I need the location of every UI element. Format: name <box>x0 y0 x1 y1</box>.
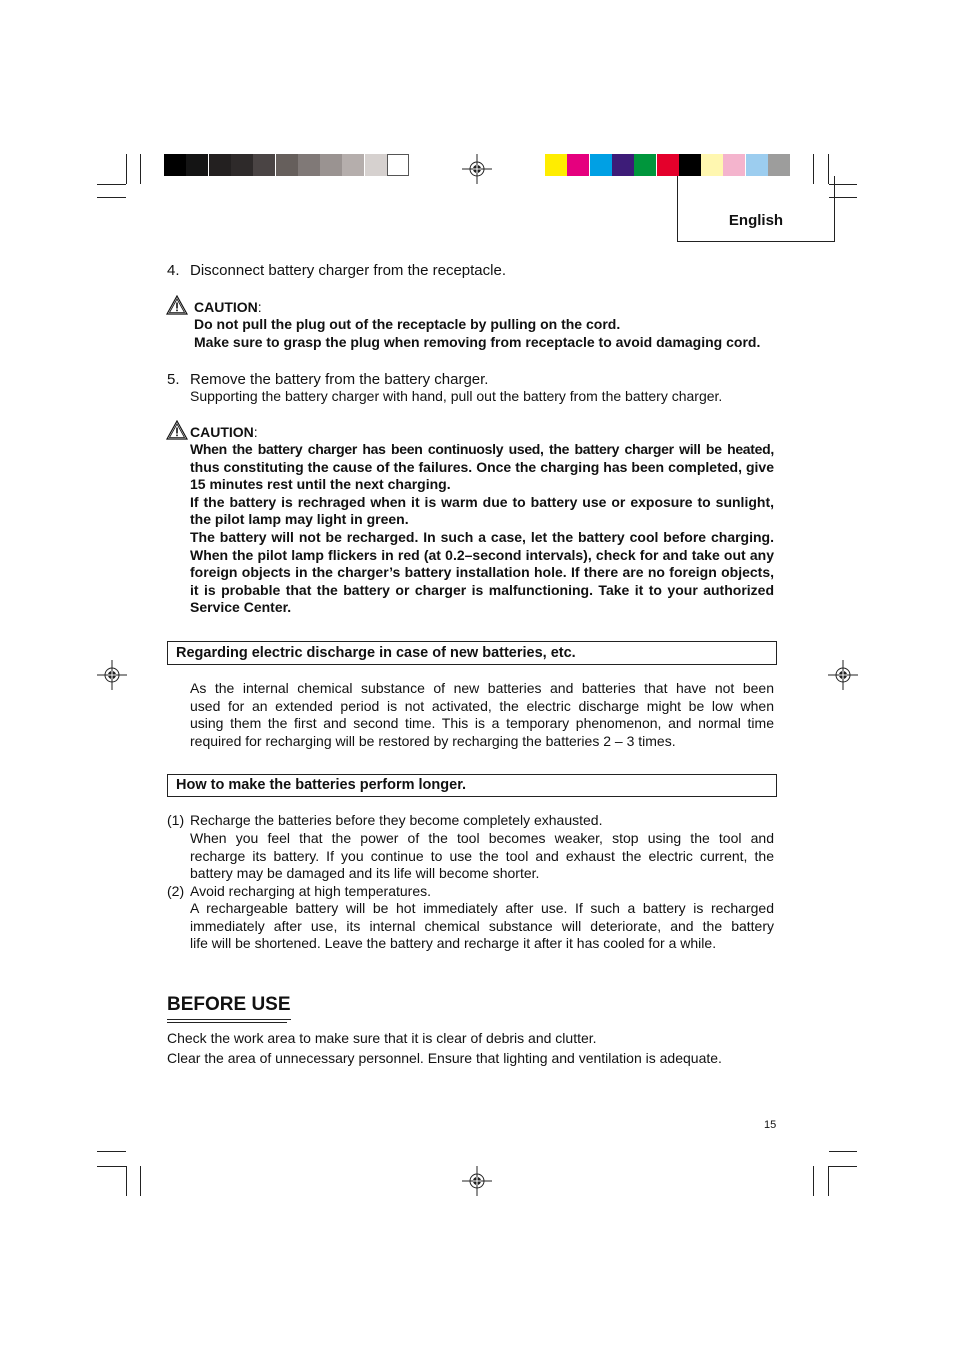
warning-triangle-icon <box>166 295 188 315</box>
language-tab-label: English <box>728 212 784 229</box>
longer-item-2-line: life will be shortened. Leave the battery and recharge it after it has cooled for a while. <box>190 935 717 952</box>
discharge-line: using them the first and second time. This is a temporary phenomenon, and normal time <box>190 715 774 732</box>
before-use-heading: BEFORE USE <box>167 994 291 1020</box>
registration-mark-top-icon <box>462 154 492 184</box>
longer-item-1-title: Recharge the batteries before they become completely exhausted. <box>190 812 603 828</box>
longer-item-1-line: recharge its battery. If you continue to use the tool and exhaust the electric current, the <box>190 847 774 864</box>
step-4-number: 4. <box>167 262 180 279</box>
process-swatch <box>723 154 745 176</box>
process-swatch <box>567 154 589 176</box>
process-swatch <box>701 154 723 176</box>
before-use-heading-underline <box>167 1022 287 1023</box>
caution-2-line: If the battery is rechraged when it is warm due to battery use or exposure to sunlight, <box>190 493 774 510</box>
registration-mark-right-icon <box>828 660 858 690</box>
process-swatch <box>657 154 679 176</box>
caution-1-line: Make sure to grasp the plug when removing from receptacle to avoid damaging cord. <box>194 333 761 350</box>
grayscale-swatch <box>164 154 186 176</box>
process-swatch <box>768 154 790 176</box>
language-tab <box>677 176 835 242</box>
section-heading-discharge: Regarding electric discharge in case of new batteries, etc. <box>167 641 777 665</box>
grayscale-swatch <box>387 154 409 176</box>
longer-item-1-body <box>190 830 774 883</box>
longer-item-2-number: (2) <box>167 883 185 899</box>
grayscale-swatch <box>253 154 275 176</box>
grayscale-swatch <box>320 154 342 176</box>
before-use-line: Check the work area to make sure that it is clear of debris and clutter. <box>167 1030 597 1046</box>
longer-item-1-number: (1) <box>167 812 185 828</box>
section-discharge-body <box>190 680 774 750</box>
caution-2-label <box>190 424 258 442</box>
caution-2-line: When the pilot lamp flickers in red (at 0.2–second intervals), check for and take out any <box>190 546 774 563</box>
caution-1-colon: : <box>257 299 262 315</box>
warning-triangle-icon <box>166 420 188 440</box>
process-swatch <box>634 154 656 176</box>
grayscale-swatch <box>209 154 231 176</box>
page-number: 15 <box>764 1119 777 1131</box>
longer-item-2-line: A rechargeable battery will be hot immediately after use. If such a battery is recharged <box>190 900 774 916</box>
caution-2-line: thus constituting the cause of the failures. Once the charging has been completed, give <box>190 458 774 475</box>
caution-2-line: The battery will not be recharged. In such a case, let the battery cool before charging. <box>190 528 774 545</box>
process-swatch <box>612 154 634 176</box>
step-4-text: Disconnect battery charger from the receptacle. <box>190 262 506 279</box>
caution-2-line: Service Center. <box>190 599 292 616</box>
process-swatch <box>746 154 768 176</box>
step-5-detail: Supporting the battery charger with hand, pull out the battery from the battery charger. <box>190 388 723 404</box>
longer-item-2-line: immediately after use, its internal chemical substance will deteriorate, and the battery <box>190 917 774 934</box>
process-swatch <box>679 154 701 176</box>
discharge-line: required for recharging will be restored by recharging the batteries 2 – 3 times. <box>190 732 676 749</box>
registration-mark-bottom-icon <box>462 1166 492 1196</box>
step-5-number: 5. <box>167 371 180 388</box>
caution-1-line: Do not pull the plug out of the receptacle by pulling on the cord. <box>194 316 621 332</box>
longer-item-1-line: When you feel that the power of the tool becomes weaker, stop using the tool and <box>190 830 774 846</box>
caution-2-line: the pilot lamp may light in green. <box>190 511 409 528</box>
longer-item-2-title: Avoid recharging at high temperatures. <box>190 883 431 899</box>
grayscale-swatch <box>298 154 320 176</box>
step-5-title: Remove the battery from the battery charger. <box>190 371 489 388</box>
caution-2-line: foreign objects in the charger’s battery installation hole. If there are no foreign objects, <box>190 564 774 581</box>
caution-2-line: 15 minutes rest until the next charging. <box>190 476 451 493</box>
process-swatch <box>545 154 567 176</box>
grayscale-swatch <box>231 154 253 176</box>
caution-1-body <box>194 316 774 351</box>
before-use-line: Clear the area of unnecessary personnel. Ensure that lighting and ventilation is adequate. <box>167 1050 722 1066</box>
discharge-line: used for an extended period is not activated, the electric discharge might be low when <box>190 697 774 714</box>
caution-2-body <box>190 441 774 617</box>
longer-item-2-body <box>190 900 774 953</box>
caution-2-colon: : <box>253 424 258 440</box>
caution-2-line: When the battery charger has been continuosly used, the battery charger will be heated, <box>190 441 774 457</box>
longer-item-1-line: battery may be damaged and its life will become shorter. <box>190 865 540 882</box>
registration-mark-left-icon <box>97 660 127 690</box>
grayscale-swatch <box>365 154 387 176</box>
section-heading-longer: How to make the batteries perform longer. <box>167 774 777 797</box>
grayscale-swatch <box>186 154 208 176</box>
caution-2-label-text: CAUTION <box>190 424 254 440</box>
caution-2-line: it is probable that the battery or charger is malfunctioning. Take it to your authorized <box>190 581 774 598</box>
grayscale-swatch <box>342 154 364 176</box>
process-swatch <box>590 154 612 176</box>
caution-1-label <box>194 299 262 317</box>
caution-1-label-text: CAUTION <box>194 299 258 315</box>
discharge-line: As the internal chemical substance of new batteries and batteries that have not been <box>190 680 774 696</box>
grayscale-swatch <box>276 154 298 176</box>
